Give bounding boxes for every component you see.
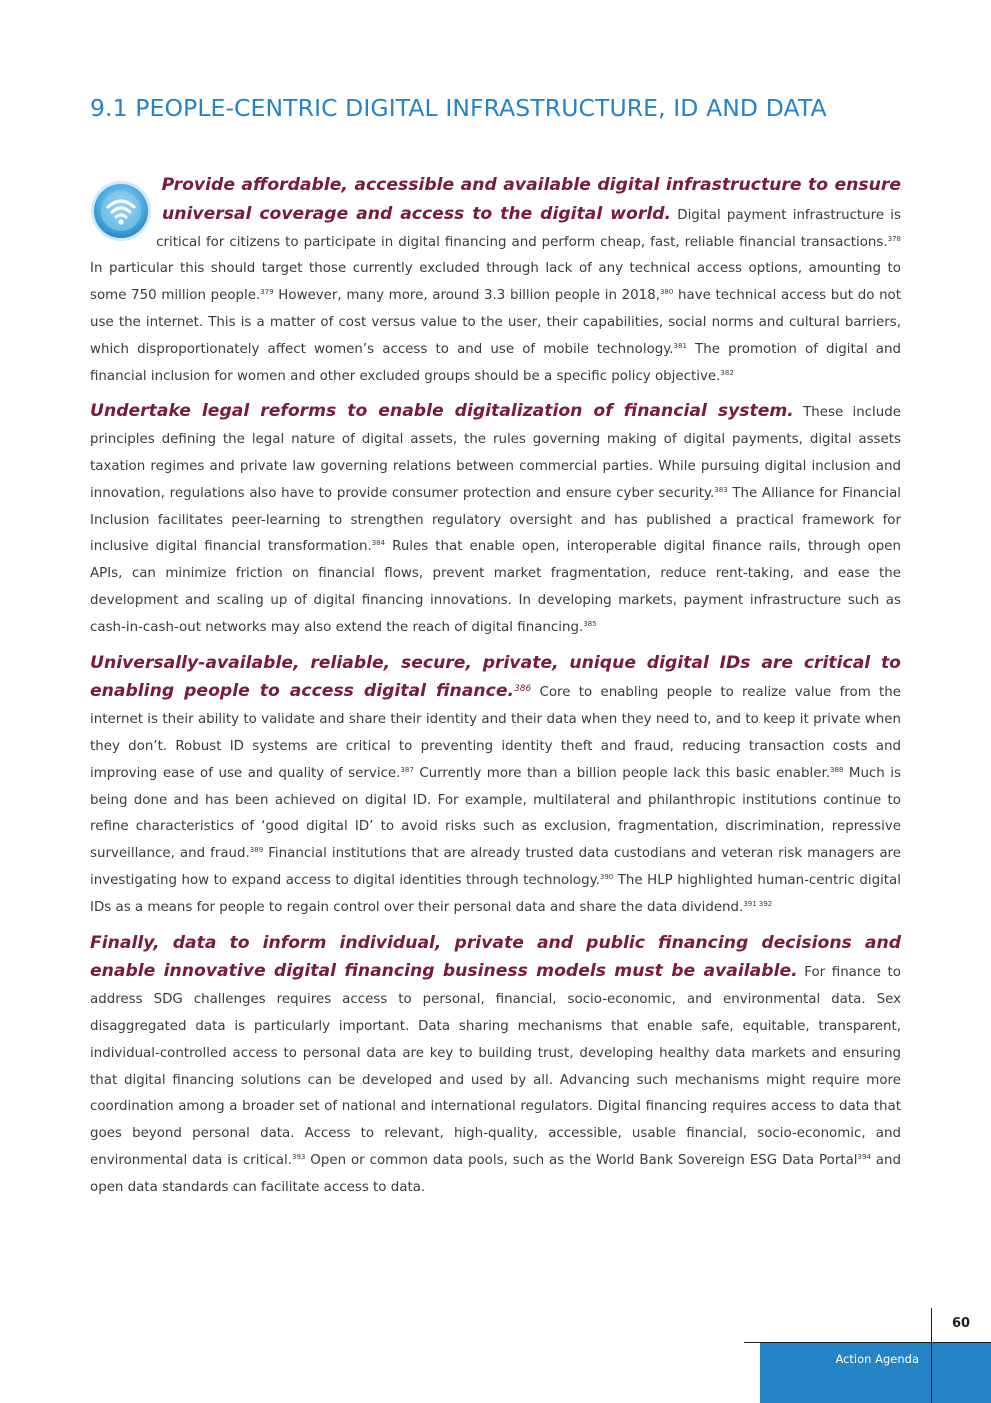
footer-band (760, 1343, 931, 1403)
footnote-ref: 380 (659, 288, 674, 297)
body-text-segment: and open data standards can facilitate access to data. (90, 1152, 902, 1195)
body-text-segment: Core to enabling people to realize value from the internet is their ability to validate and share their identity and their data when they need to, and to keep it private when they don’t. Robust ID systems are critical to preventing identity theft and fraud, reducing transaction costs and improving ease of use and quality of service. (90, 685, 902, 781)
body-text-segment: The Alliance for Financial Inclusion facilitates peer-learning to strengthen regulatory oversight and has published a practical framework for inclusive digital financial transformation. (90, 485, 901, 555)
paragraph-lead: Finally, data to inform individual, private and public financing decisions and enable innovative digital financing business models must be available. (90, 932, 901, 982)
footnote-ref: 390 (599, 872, 614, 881)
body-text-segment: Financial institutions that are already trusted data custodians and veteran risk managers are investigating how to expand access to digital identities through technology. (90, 846, 901, 888)
footnote-ref: 385 (583, 619, 597, 628)
footnote-ref: 394 (857, 1152, 871, 1161)
footnote-ref: 388 (829, 765, 844, 774)
body-text-segment: The HLP highlighted human-centric digital IDs as a means for people to regain control over their personal data and share the data dividend. (90, 872, 901, 915)
paragraph-legal-reforms (90, 398, 901, 641)
body-text-segment: Much is being done and has been achieved on digital ID. For example, multilateral and philanthropic institutions continue to refine characteristics of ‘good digital ID’ to avoid risks such as exclusion, fragmentation, discrimination, repressive surveillance, and fraud. (90, 765, 902, 862)
paragraph-lead: Undertake legal reforms to enable digitalization of financial system. (90, 401, 794, 422)
lead-text: Universally-available, reliable, secure, private, unique digital IDs are critical to enabling people to access digital finance. (90, 652, 901, 702)
paragraph-body (90, 685, 901, 914)
body-text-segment: However, many more, around 3.3 billion people in 2018, (273, 288, 660, 304)
paragraph-body (90, 208, 901, 384)
footnote-ref: 383 (714, 485, 728, 494)
footnote-ref: 382 (720, 368, 734, 377)
footnote-ref: 391 392 (743, 899, 773, 908)
paragraph-data (90, 930, 901, 1202)
footnote-ref: 384 (371, 539, 386, 548)
paragraph-body (90, 405, 901, 634)
footnote-ref: 379 (260, 288, 274, 297)
paragraph-infrastructure (90, 172, 901, 390)
wifi-icon (90, 180, 152, 242)
footnote-ref: 393 (291, 1152, 306, 1161)
body-text-segment: have technical access but do not use the internet. This is a matter of cost versus value to the user, their capabilities, social norms and cultural barriers, which disproportionately affect women’s access to and use of mobile technology. (90, 288, 901, 357)
footnote-ref: 389 (249, 846, 264, 855)
body-text-segment: These include principles defining the legal nature of digital assets, the rules governing making of digital payments, digital assets taxation regimes and private law governing relations between commercial parties. While pursuing digital inclusion and innovation, regulations also have to provide consumer protection and ensure cyber security. (90, 405, 901, 501)
footnote-ref: 378 (887, 234, 901, 243)
body-text (90, 172, 901, 1209)
footer-band-corner (932, 1343, 991, 1403)
paragraph-lead: Provide affordable, accessible and available digital infrastructure to ensure universal coverage and access to the digital world. (161, 175, 901, 224)
body-text-segment: Currently more than a billion people lack this basic enabler. (413, 765, 830, 781)
paragraph-digital-ids (90, 650, 901, 922)
page-number: 60 (951, 1316, 971, 1331)
body-text-segment: The promotion of digital and financial inclusion for women and other excluded groups should be a specific policy objective. (90, 341, 901, 384)
footnote-ref: 381 (673, 341, 687, 350)
section-title: 9.1 PEOPLE-CENTRIC DIGITAL INFRASTRUCTURE, ID AND DATA (90, 94, 827, 122)
body-text-segment: Rules that enable open, interoperable digital finance rails, through open APIs, can minimize friction on financial flows, prevent market fragmentation, reduce rent-taking, and ease the development and scaling up of digital financing innovations. In developing markets, payment infrastructure such as cash-in-cash-out networks may also extend the reach of digital financing. (90, 539, 901, 635)
lead-footnote-ref: 386 (514, 684, 532, 695)
body-text-segment: In particular this should target those currently excluded through lack of any technical access options, amounting to some 750 million people. (90, 261, 901, 304)
footnote-ref: 387 (400, 765, 414, 774)
body-text-segment: Open or common data pools, such as the World Bank Sovereign ESG Data Portal (305, 1152, 858, 1168)
body-text-segment: For finance to address SDG challenges requires access to personal, financial, socio-economic, and environmental data. Sex disaggregated data is particularly important. Data sharing mechanisms that enable safe, equitable, transparent, individual-controlled access to personal data are key to building trust, developing healthy data markets and ensuring that digital financing solutions can be developed and used by all. Advancing such mechanisms might require more coordination among a broader set of national and international regulators. Digital financing requires access to data that goes beyond personal data. Access to relevant, high-quality, accessible, usable financial, socio-economic, and environmental data is critical. (90, 965, 901, 1168)
footer-section-label: Action Agenda (835, 1352, 919, 1366)
body-text-segment: Digital payment infrastructure is critical for citizens to participate in digital financing and perform cheap, fast, reliable financial transactions. (156, 207, 902, 250)
paragraph-body (90, 965, 901, 1194)
